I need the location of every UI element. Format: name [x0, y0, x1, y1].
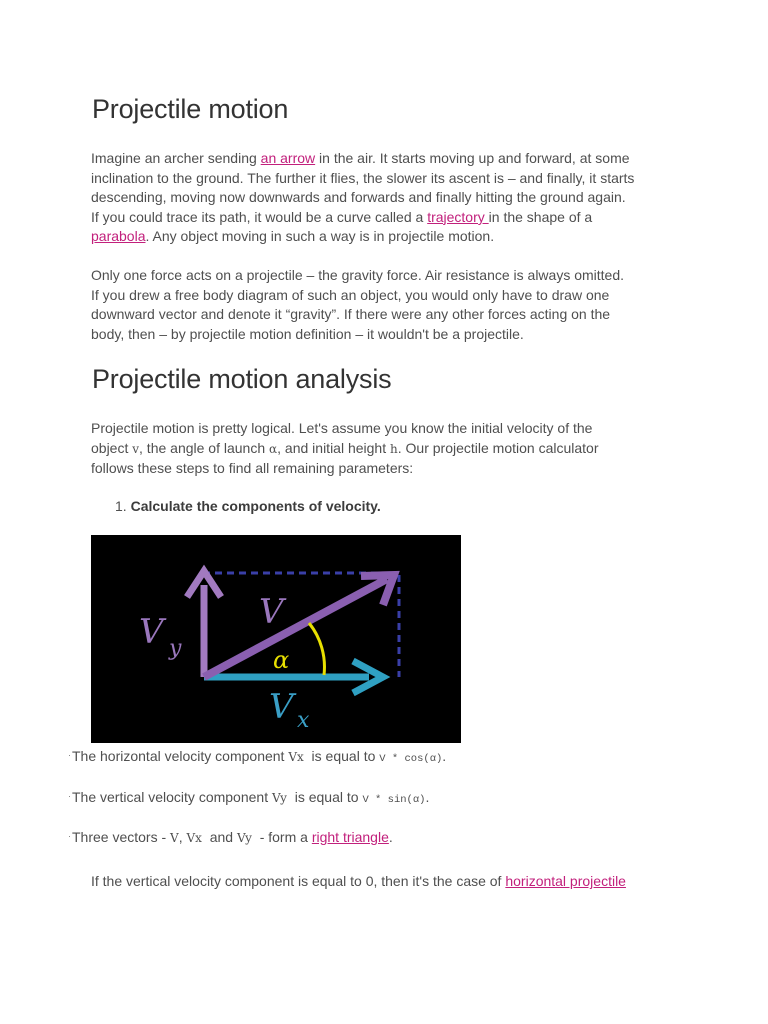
step-number: 1. — [115, 498, 127, 514]
text: in the shape of a — [488, 208, 593, 225]
velocity-symbol: v — [132, 441, 140, 456]
bullet-dot: · — [68, 831, 71, 841]
height-symbol: h — [390, 441, 398, 456]
text: Projectile motion is pretty logical. Let's assume you know the initial velocity of the — [91, 420, 593, 436]
text: Imagine an archer sending — [91, 150, 261, 166]
vy-formula: V * sin(α) — [362, 794, 426, 806]
text: downward vector and denote it “gravity”. If there were any other forces acting on the — [91, 306, 611, 323]
bullet-right-triangle — [68, 829, 393, 845]
velocity-components-figure — [91, 535, 461, 743]
section-title-projectile-motion: Projectile motion — [92, 94, 289, 124]
horizontal-projectile-link[interactable]: horizontal projectile — [505, 873, 626, 889]
text: is equal to — [303, 748, 380, 764]
text: body, then – by projectile motion definition – it wouldn't be a projectile. — [91, 325, 524, 342]
v-label: V — [259, 592, 284, 632]
text: object — [91, 439, 133, 456]
text: . — [442, 748, 447, 764]
vx-subscript: x — [297, 708, 310, 733]
section-title-analysis: Projectile motion analysis — [92, 364, 392, 394]
text: Three vectors - — [72, 829, 171, 845]
text: . — [425, 789, 430, 805]
horizontal-projectile-paragraph — [91, 873, 626, 889]
trajectory-link[interactable]: trajectory — [427, 208, 489, 225]
vy-label: V — [139, 612, 164, 652]
vx-symbol: Vx — [186, 831, 202, 845]
vx-label: V — [269, 687, 294, 727]
text: in the air. It starts moving up and forward, at some — [315, 150, 630, 166]
vector-diagram — [91, 535, 461, 743]
text: , the angle of launch — [139, 439, 270, 456]
vx-formula: V * cos(α) — [379, 753, 443, 765]
an-arrow-link[interactable]: an arrow — [260, 150, 316, 166]
v-symbol: V — [170, 831, 179, 845]
text: - form a — [251, 829, 312, 845]
step-item-1 — [115, 498, 381, 514]
vy-symbol: Vy — [236, 831, 252, 845]
text: follows these steps to find all remaining parameters: — [91, 460, 414, 477]
text: If the vertical velocity component is equal to 0, then it's the case of — [91, 873, 506, 889]
intro-paragraph — [91, 149, 691, 247]
text: . — [388, 829, 393, 845]
text: If you could trace its path, it would be a curve called a — [91, 208, 428, 225]
text: The horizontal velocity component — [72, 748, 289, 764]
step-text: Calculate the components of velocity. — [130, 498, 381, 514]
text: . Any object moving in such a way is in projectile motion. — [145, 228, 495, 245]
bullet-horizontal-component — [68, 748, 446, 765]
alpha-arc — [309, 623, 324, 675]
analysis-paragraph — [91, 419, 691, 479]
parabola-link[interactable]: parabola — [91, 228, 146, 245]
text: descending, moving now downwards and forwards and finally hitting the ground again. — [91, 189, 626, 206]
bullet-dot: · — [68, 791, 71, 801]
text: . Our projectile motion calculator — [397, 439, 599, 456]
right-triangle-link[interactable]: right triangle — [311, 829, 389, 845]
bullet-dot: · — [68, 750, 71, 760]
text: The vertical velocity component — [72, 789, 272, 805]
gravity-paragraph — [91, 266, 691, 344]
text: inclination to the ground. The further it flies, the slower its ascent is – and finally, it starts — [91, 169, 635, 186]
vx-symbol: Vx — [288, 750, 304, 764]
alpha-label: α — [273, 646, 290, 674]
angle-symbol: α — [269, 441, 278, 456]
text: and — [201, 829, 237, 845]
text: If you drew a free body diagram of such an object, you would only have to draw one — [91, 286, 610, 303]
vy-subscript: y — [169, 636, 182, 661]
bullet-vertical-component — [68, 789, 429, 806]
text: , and initial height — [277, 439, 390, 456]
vy-symbol: Vy — [271, 791, 287, 805]
text: Only one force acts on a projectile – the gravity force. Air resistance is always omitted. — [91, 267, 625, 283]
text: is equal to — [286, 789, 363, 805]
text: , — [178, 829, 187, 845]
